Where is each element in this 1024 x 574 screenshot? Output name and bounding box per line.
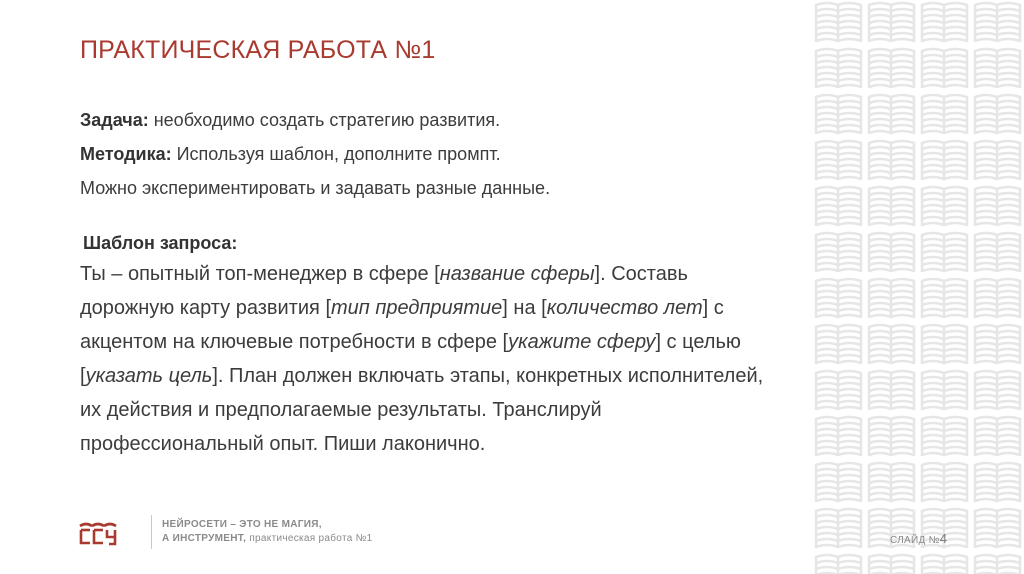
- template-heading: Шаблон запроса:: [83, 233, 238, 253]
- slide-number-value: 4: [939, 531, 948, 546]
- placeholder-sphere: укажите сферу: [508, 331, 656, 353]
- footer-line-2-rest: практическая работа №1: [246, 533, 373, 544]
- template-text: Ты – опытный топ-менеджер в сфере [: [80, 263, 440, 285]
- task-label: Задача:: [80, 110, 149, 130]
- method-label: Методика:: [80, 144, 172, 164]
- slide-number-label: СЛАЙД №: [890, 535, 940, 546]
- task-line: [80, 108, 780, 132]
- book-pattern-icon: [812, 0, 1024, 574]
- placeholder-field: название сферы: [439, 263, 595, 285]
- method-line: [80, 142, 780, 166]
- placeholder-years: количество лет: [546, 297, 703, 319]
- placeholder-enterprise: тип предприятие: [331, 297, 503, 319]
- footer-line-2: [162, 532, 373, 546]
- footer-caption: [162, 518, 373, 546]
- template-text: ]. Составь дорожную карту развития [: [80, 263, 688, 319]
- ssu-logo-icon: [78, 516, 126, 546]
- template-text: ] с акцентом на ключевые потребности в сфере [: [80, 297, 724, 353]
- template-body: [80, 257, 780, 461]
- template-text: ]. План должен включать этапы, конкретных исполнителей, их действия и предполагаемые результаты. Транслируй профессиональный опыт. Пиши лаконично.: [80, 365, 764, 455]
- template-text: ] на [: [502, 297, 547, 319]
- footer-divider: [151, 515, 152, 549]
- slide-title: ПРАКТИЧЕСКАЯ РАБОТА №1: [80, 36, 436, 64]
- prompt-template: [80, 231, 780, 461]
- placeholder-goal: указать цель: [85, 365, 213, 387]
- experiment-line: Можно экспериментировать и задавать разные данные.: [80, 178, 551, 198]
- task-text: необходимо создать стратегию развития.: [148, 110, 501, 130]
- slide-number: [890, 531, 947, 546]
- footer-line-2-bold: А ИНСТРУМЕНТ,: [162, 533, 247, 544]
- method-text: Используя шаблон, дополните промпт.: [171, 144, 501, 164]
- intro-block: [80, 108, 780, 210]
- template-text: ] с целью [: [80, 331, 741, 387]
- footer-line-1: НЕЙРОСЕТИ – ЭТО НЕ МАГИЯ,: [162, 519, 322, 530]
